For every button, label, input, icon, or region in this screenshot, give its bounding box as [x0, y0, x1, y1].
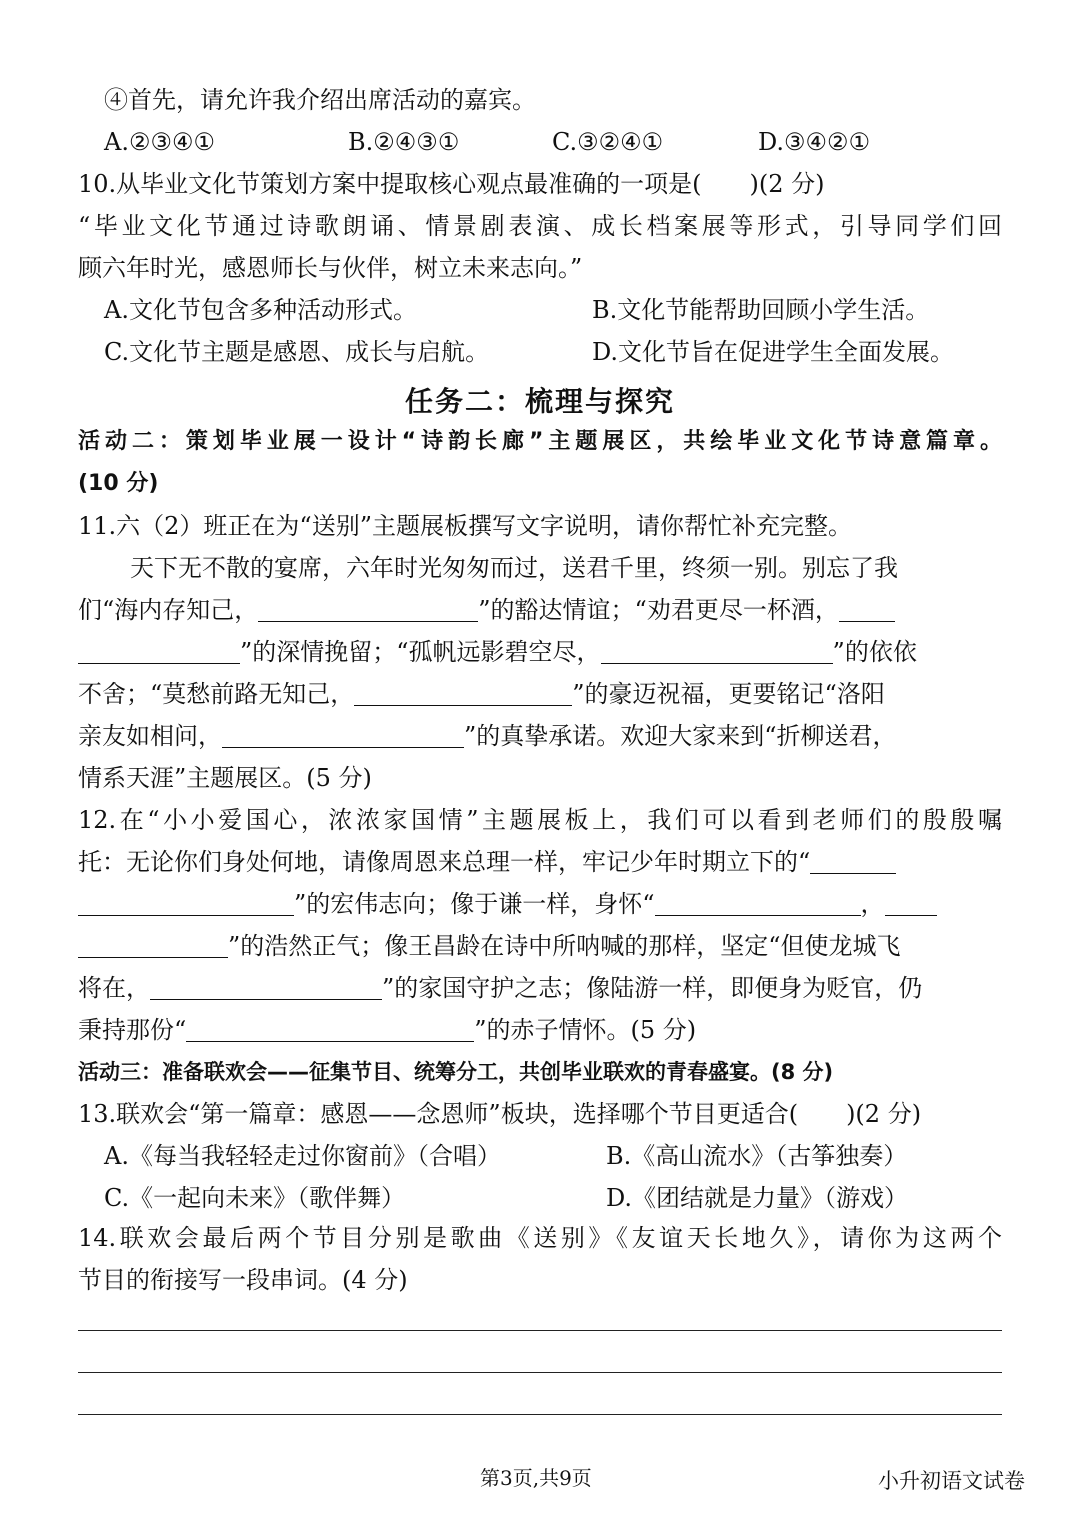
answer-line[interactable] — [78, 1330, 1002, 1331]
answer-blank[interactable] — [186, 1017, 474, 1042]
q11-text-line-5 — [78, 720, 1002, 752]
q13-stem: 13.联欢会“第一篇章：感恩——念恩师”板块，选择哪个节目更适合( )(2 分) — [78, 1100, 922, 1128]
answer-line[interactable] — [78, 1372, 1002, 1373]
q10-quote-line-2: 顾六年时光，感恩师长与伙伴，树立未来志向。” — [78, 254, 583, 282]
q12-text-line-1: 12.在“小小爱国心，浓浓家国情”主题展板上，我们可以看到老师们的殷殷嘱 — [78, 806, 1002, 834]
answer-blank[interactable] — [78, 933, 228, 958]
q10-option-b: B.文化节能帮助回顾小学生活。 — [592, 296, 930, 324]
exam-name: 小升初语文试卷 — [878, 1469, 1025, 1493]
q10-stem: 10.从毕业文化节策划方案中提取核心观点最准确的一项是( )(2 分) — [78, 170, 825, 198]
q10-option-a: A.文化节包含多种活动形式。 — [104, 296, 417, 324]
activity-3-heading: 活动三：准备联欢会——征集节目、统筹分工，共创毕业联欢的青春盛宴。(8 分) — [78, 1060, 834, 1084]
q11-text-line-3 — [78, 636, 1002, 668]
q9-option-a: A.②③④① — [104, 128, 216, 156]
answer-blank[interactable] — [354, 681, 572, 706]
answer-blank[interactable] — [810, 849, 896, 874]
answer-blank[interactable] — [885, 891, 937, 916]
q12-text: ”的赤子情怀。(5 分) — [474, 1016, 697, 1044]
q11-text-line-1: 天下无不散的宴席，六年时光匆匆而过，送君千里，终须一别。别忘了我 — [130, 554, 898, 582]
q9-option-b: B.②④③① — [348, 128, 460, 156]
activity-2-heading: 活动二：策划毕业展一设计“诗韵长廊”主题展区，共绘毕业文化节诗意篇章。 — [78, 429, 1002, 454]
q11-text: ”的豁达情谊；“劝君更尽一杯酒， — [478, 596, 839, 624]
q13-option-d: D.《团结就是力量》（游戏） — [606, 1184, 909, 1212]
section-title-task-2: 任务二：梳理与探究 — [404, 385, 675, 418]
q12-text-line-4 — [78, 930, 1002, 962]
q12-text: 秉持那份“ — [78, 1016, 187, 1044]
answer-blank[interactable] — [258, 597, 478, 622]
q11-stem: 11.六（2）班正在为“送别”主题展板撰写文字说明，请你帮忙补充完整。 — [78, 512, 852, 540]
q9-item-4: ④首先，请允许我介绍出席活动的嘉宾。 — [104, 86, 536, 114]
q11-text: ”的豪迈祝福，更要铭记“洛阳 — [572, 680, 885, 708]
answer-blank[interactable] — [839, 597, 895, 622]
q12-text-line-6 — [78, 1014, 1002, 1046]
q11-text: ”的深情挽留；“孤帆远影碧空尽， — [240, 638, 601, 666]
q12-text-line-5 — [78, 972, 1002, 1004]
q11-text: ”的依依 — [832, 638, 917, 666]
q12-text: ， — [860, 890, 885, 918]
answer-blank[interactable] — [150, 975, 382, 1000]
q9-option-c: C.③②④① — [552, 128, 664, 156]
q11-text-line-6: 情系天涯”主题展区。(5 分) — [78, 764, 372, 792]
activity-2-score: (10 分) — [78, 471, 159, 496]
answer-blank[interactable] — [601, 639, 833, 664]
q14-text-line-1: 14.联欢会最后两个节目分别是歌曲《送别》《友谊天长地久》，请你为这两个 — [78, 1224, 1002, 1252]
q12-text-line-3 — [78, 888, 1002, 920]
answer-blank[interactable] — [655, 891, 861, 916]
q11-text-line-4 — [78, 678, 1002, 710]
q12-text: 托：无论你们身处何地，请像周恩来总理一样，牢记少年时期立下的“ — [78, 848, 811, 876]
q12-text: ”的宏伟志向；像于谦一样，身怀“ — [294, 890, 655, 918]
q10-option-d: D.文化节旨在促进学生全面发展。 — [592, 338, 955, 366]
q11-text: ”的真挚承诺。欢迎大家来到“折柳送君， — [464, 722, 897, 750]
answer-blank[interactable] — [78, 639, 240, 664]
answer-blank[interactable] — [78, 891, 294, 916]
q13-option-c: C.《一起向未来》（歌伴舞） — [104, 1184, 406, 1212]
q10-quote-line-1: “毕业文化节通过诗歌朗诵、情景剧表演、成长档案展等形式，引导同学们回 — [78, 212, 1002, 240]
q12-text: ”的家国守护之志；像陆游一样，即便身为贬官，仍 — [382, 974, 923, 1002]
q13-option-a: A.《每当我轻轻走过你窗前》（合唱） — [104, 1142, 501, 1170]
q11-text-line-2 — [78, 594, 1002, 626]
q9-option-d: D.③④②① — [758, 128, 871, 156]
page-number: 第3页,共9页 — [480, 1466, 592, 1490]
q11-text: 亲友如相问， — [78, 722, 222, 750]
q12-text: ”的浩然正气；像王昌龄在诗中所呐喊的那样，坚定“但使龙城飞 — [228, 932, 901, 960]
q14-text-line-2: 节目的衔接写一段串词。(4 分) — [78, 1266, 408, 1294]
q11-text: 不舍；“莫愁前路无知己， — [78, 680, 355, 708]
q12-text: 将在， — [78, 974, 150, 1002]
answer-line[interactable] — [78, 1414, 1002, 1415]
q11-text: 们“海内存知己， — [78, 596, 259, 624]
answer-blank[interactable] — [222, 723, 464, 748]
q13-option-b: B.《高山流水》（古筝独奏） — [606, 1142, 908, 1170]
q10-option-c: C.文化节主题是感恩、成长与启航。 — [104, 338, 490, 366]
q12-text-line-2 — [78, 846, 1002, 878]
